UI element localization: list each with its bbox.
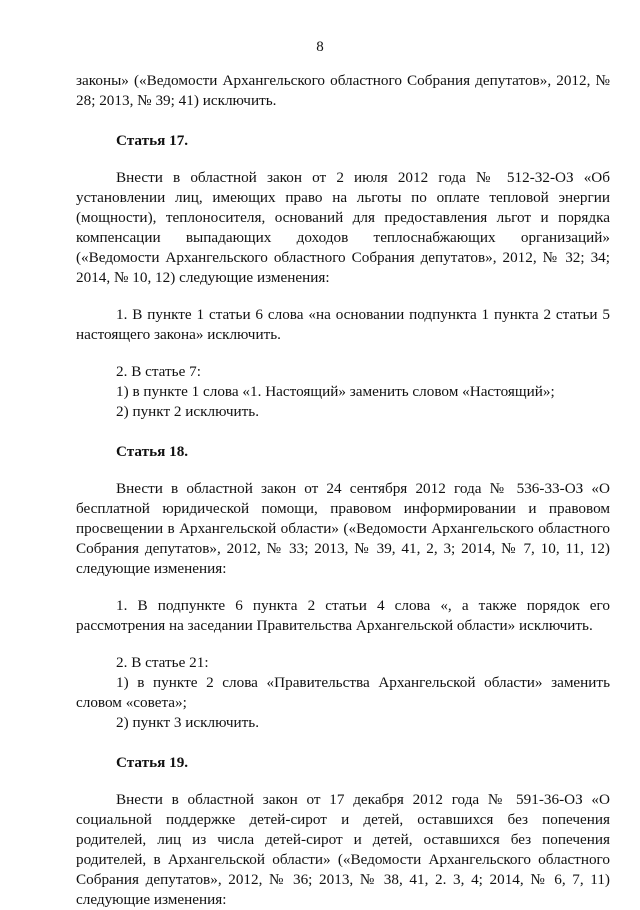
- article-18-item-2-sub-1: 1) в пункте 2 слова «Правительства Архангельской области» заменить словом «совета»;: [76, 674, 610, 711]
- article-17-item-2-title: 2. В статье 7:: [116, 363, 201, 380]
- article-19-heading: Статья 19.: [116, 754, 189, 771]
- article-17-heading: Статья 17.: [116, 132, 189, 149]
- article-18-item-2-sub-2: 2) пункт 3 исключить.: [116, 714, 260, 731]
- article-17-item-1: 1. В пункте 1 статьи 6 слова «на основании подпункта 1 пункта 2 статьи 5 настоящего закона» исключить.: [76, 306, 610, 343]
- article-17-intro: Внести в областной закон от 2 июля 2012 года № 512-32-ОЗ «Об установлении лиц, имеющих право на льготы по оплате тепловой энергии (мощности), теплоносителя, оснований для предоставления льгот и порядка компенсации выпадающих доходов теплоснабжающих организаций» («Ведомости Архангельского областного Собрания депутатов», 2012, № 32; 34; 2014, № 10, 12) следующие изменения:: [76, 169, 610, 286]
- article-18-item-2-title: 2. В статье 21:: [116, 654, 209, 671]
- article-17-item-2-sub-1: 1) в пункте 1 слова «1. Настоящий» заменить словом «Настоящий»;: [116, 383, 555, 400]
- article-17-item-2-sub-2: 2) пункт 2 исключить.: [116, 403, 260, 420]
- article-18-item-1: 1. В подпункте 6 пункта 2 статьи 4 слова «, а также порядок его рассмотрения на заседании Правительства Архангельской области» исключить.: [76, 597, 610, 634]
- intro-paragraph: законы» («Ведомости Архангельского областного Собрания депутатов», 2012, № 28; 2013, № 39; 41) исключить.: [76, 72, 610, 109]
- document-body: [76, 71, 610, 910]
- article-18-heading: Статья 18.: [116, 443, 189, 460]
- article-19-intro: Внести в областной закон от 17 декабря 2012 года № 591-36-ОЗ «О социальной поддержке детей-сирот и детей, оставшихся без попечения родителей, лиц из числа детей-сирот и детей, оставшихся без попечения родителей, в Архангельской области» («Ведомости Архангельского областного Собрания депутатов», 2012, № 36; 2013, № 38, 41, 2. 3, 4; 2014, № 6, 7, 11) следующие изменения:: [76, 791, 610, 908]
- article-18-intro: Внести в областной закон от 24 сентября 2012 года № 536-33-ОЗ «О бесплатной юридической помощи, правовом информировании и правовом просвещении в Архангельской области» («Ведомости Архангельского областного Собрания депутатов», 2012, № 33; 2013, № 39, 41, 2, 3; 2014, № 7, 10, 11, 12) следующие изменения:: [76, 480, 610, 577]
- page-number: 8: [316, 39, 324, 55]
